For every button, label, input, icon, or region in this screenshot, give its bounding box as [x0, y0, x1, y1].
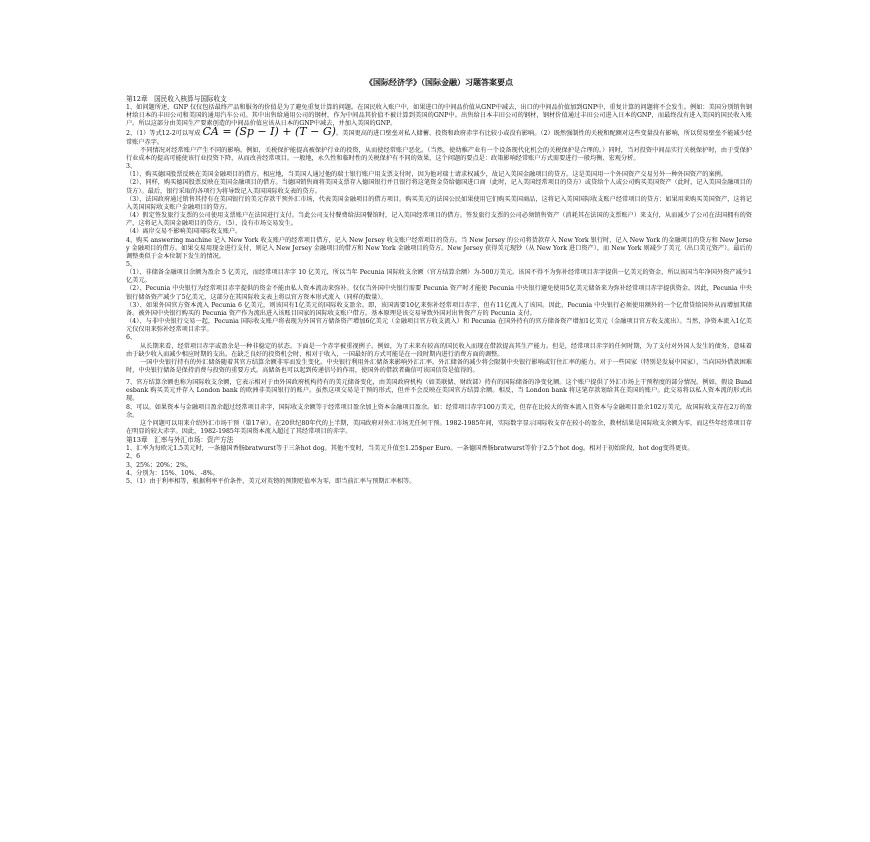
- answer-13-3: 3、25%；20%；2%。: [126, 461, 193, 469]
- answer-12-3-part1: （1）、购买德国股票反映在美国金融项目的借方。相应地，当美国人通过他的瑞士银行账户用支票支付时，因为他对瑞士请求权减少，故记入美国金融项目的贷方。这是美国用一个外国资产交易另外一种外国资产的案例。: [126, 171, 728, 179]
- answer-12-5-part1: （1）、非储备金融项目余额为盈余 5 亿美元，而经常项目赤字 10 亿美元，所以当年 Pecunia 国际收支余额（官方结算余额）为-500万美元。该国不得不为弥补经常项目赤字提供一亿美元的资金，所以该国当年净国外资产减少1亿美元。: [126, 269, 752, 285]
- equation-ca: CA = (Sp − I) + (T − G): [202, 125, 336, 139]
- answer-12-3-part2: （2）、同样，购买德国股票反映在美国金融项目的借方。当德国销售商将美国支票存入德国银行并且银行将这笔资金贷给德国进口商（此时，记入美国经常项目的贷方）或贷给个人或公司购买美国资产（此时，记入美国金融项目的贷方）。最后，银行采取的各项行为将导致记入美国国际收支表的贷方。: [126, 179, 752, 195]
- answer-12-8-note: 这个问题可以用来介绍外汇市场干预（第17章）。在20世纪80年代的上半期，美国政府对外汇市场无任何干预。1982-1985年间，实际数字显示国际收支存在较小的盈余，教材结果是国际收支余额为零，而这些年经常项目存在明显的较大赤字。因此，1982-1985年美国资本流入超过了其经常项目的赤字。: [126, 419, 752, 436]
- answer-12-3-part3: （3）、法国政府通过销售其持有在美国银行的美元存款干预外汇市场，代表美国金融项目的借方项目。购买美元的法国公民如果使用它们购买美国商品，这将记入美国国际收支账户经常项目的贷方；如果用来购买美国资产，这将记入美国国际收支账户金融项目的贷方。: [126, 195, 752, 211]
- answer-12-3-part4: （4）假定签发旅行支票的公司使用支票账户在法国进行支付。当此公司支付餐费给法国餐馆时，记入美国经常项目的借方。签发旅行支票的公司必须销售资产（消耗其在法国的支票账户）来支付，从而减少了公司在法国拥有的资产，这将记入美国金融项目的贷方。（5）、没有市场交易发生。: [126, 212, 752, 228]
- answer-12-5-number: 5、: [126, 260, 137, 268]
- answer-13-2: 2、6: [126, 453, 141, 461]
- answer-12-8: 8、可以。如果资本与金融项目盈余超过经常项目赤字，国际收支余额等于经常项目盈余加上资本金融项目盈余。如：经常项目赤字100万美元，但存在比较大的资本流入且资本与金融项目盈余102万美元，故国际收支存在2万的盈余。: [126, 403, 752, 419]
- answer-12-7: 7、官方结算余额也称为国际收支余额，它表示相对于由外国政府机构持有的美元储备变化，由美国政府机构（如美联储、财政部）持有的国际储备的净变化额。这个账户提供了外汇市场上干预程度的部分情况。例如，假设 Bundesbank 购买美元并存入 London bank 的欧洲非美国银行的账户。虽然这项交易是干预的形式，但并不会反映在美国官方结算余额。相反，当 London bank 将这笔存款划给其在美国的账户。此交易将以私人资本流的形式出现。: [126, 379, 752, 403]
- document-page: [126, 76, 752, 486]
- answer-12-5-part3: （3）、如果外国官方资本流入 Pecunia 6 亿美元，则该国有1亿美元的国际收支盈余。即，该国需要10亿来弥补经常项目赤字，但有11亿流入了该国。因此，Pecunia 中央银行必须使用额外的一个亿借贷给国外从而增加其储备。被外国中央银行购买的 Pecunia 资产作为流出进入该账目国家的国际收支账户借方。基本原理是该交易导致外国对出售资产方的 Pecunia 支付。: [126, 301, 752, 317]
- answer-12-3-part5: （4）离岸交易不影响美国国际收支账户。: [126, 228, 242, 236]
- answer-12-3-number: 3、: [126, 163, 137, 171]
- answer-12-5-part4: （4）、与非中央银行交易一起，Pecunia 国际收支账户将表现为外国官方储备资产增加6亿美元（金融项目官方收支流入）和 Pecunia 在国外持有的官方储备资产增加1亿美元（金融项目官方收支流出）。当然，净资本流入1亿美元仅仅用来弥补经常项目赤字。: [126, 318, 752, 334]
- answer-12-2: [126, 125, 752, 146]
- answer-12-6-number: 6、: [126, 334, 137, 342]
- document-title: 《国际经济学》（国际金融）习题答案要点: [365, 77, 513, 87]
- answer-13-4: 4、分别为：15%、10%、-8%。: [126, 469, 219, 477]
- answer-12-1: 1、如问题所述，GNP 仅仅包括最终产品和服务的价值是为了避免重复计算的问题。在国民收入账户中，如果进口的中间品价值从GNP中减去，出口的中间品价值加到GNP中，重复计算的问题将不会发生。例如：美国分别销售钢材给日本的丰田公司和美国的通用汽车公司。其中出售给通用公司的钢材，作为中间品其价值不被计算到美国的GNP中。出售给日本丰田公司的钢材，钢材价值通过丰田公司进入日本的GNP，而最终没有进入美国的国民收入账户。所以这部分由美国生产要素创造的中间品价值应该从日本的GNP中减去，并加入美国的GNP。: [126, 104, 752, 128]
- answer-13-1: 1、汇率为每欧元1.5美元时，一条德国香肠bratwurst等于三条hot dog。其他不变时，当美元升值至1.25$per Euro。一条德国香肠bratwurst等价于2.5个hot dog。相对于初始阶段，hot dog变得更贵。: [126, 445, 694, 453]
- chapter-13-heading: 第13章 汇率与外汇市场：资产方法: [126, 436, 234, 445]
- answer-12-2-discussion: 不同情况对经常账户产生不同的影响。例如，关税保护能提高被保护行业的投资，从而使经常账户恶化。（当然，使幼稚产业有一个设备现代化机会的关税保护是合理的。）同时，当对投资中间品实行关税保护时，由于受保护行业成本的提高可能使该行业投资下降，从而改善经常项目。一般地，永久性和临时性的关税保护有不同的效果，这个问题的要点是：政策影响经常账户方式需要进行一般均衡、宏观分析。: [126, 146, 752, 162]
- answer-12-5-part2: （2）、Pecunia 中央银行为经常项目赤字提供的资金不能由私人资本流动来弥补。仅仅当外国中央银行需要 Pecunia 资产时才能使 Pecunia 中央银行避免使用5亿美元储备来为弥补经常项目赤字提供资金。因此，Pecunia 中央银行储备资产减少了5亿美元，这部分在其国际收支表上将以官方资本形式流入（同样的数量）。: [126, 285, 752, 301]
- chapter-12-heading: 第12章 国民收入核算与国际收支: [126, 95, 227, 103]
- answer-13-5: 5、（1）由于利率相等，根据利率平价条件，美元对英镑的预期贬值率为零，即当前汇率与预期汇率相等。: [126, 477, 416, 485]
- answer-12-2-lead: 2、（1）等式12-2可以写成: [126, 130, 201, 138]
- answer-12-6-para2: 一国中央银行持有的外汇储备随着其官方结算余额非零而发生变化。中央银行利用外汇储备来影响外汇汇率。外汇储备的减少将会限制中央银行影响或钉住汇率的能力。对于一些国家（特别是发展中国家），当向国外借款困难时，中央银行储备是保持消费与投资的重要方式。高储备也可以起到传递信号的作用，使国外的借款者确信可该国信贷是值得的。: [126, 358, 752, 374]
- answer-12-6-para1: 从长期来看，经常项目赤字或盈余是一种非稳定的状态。下面是一个赤字被重视例子。例如，为了未来有较高的国民收入而现在借款提高其生产能力。但是，经常项目赤字的任何时期，为了支付对外国人发生的债务，意味着由于缺少收入而减少相应时期的支出。在缺乏良好的投资机会时，相对于收入，一国最好的方式可能是在一段时期内进行消费方面的调整。: [126, 342, 752, 358]
- answer-12-4: 4、购买 answering machine 记入 New York 收支账户的经常项目借方，记入 New Jersey 收支账户经常项目的贷方。当 New Jersey 的公司将货款存入 New York 银行时，记入 New York 的金融项目的贷方和 New Jersey 金融项目的借方。如果交易用现金进行支付，则记入 New Jersey 金融项目的借方和 New York 金融项目的贷方。New Jersey 获得美元现钞（从 New York 进口资产），而 New York 则减少了美元（出口美元资产）。最后的调整类似于金本位制下发生的情况。: [126, 236, 752, 260]
- answer-12-2-rest: 。美国更高的进口壁垒对私人储蓄、投资和政府赤字有比较小或没有影响。（2）既然强制性的关税和配额对这些变量没有影响，所以贸易壁垒不能减少经常账户赤字。: [126, 130, 752, 146]
